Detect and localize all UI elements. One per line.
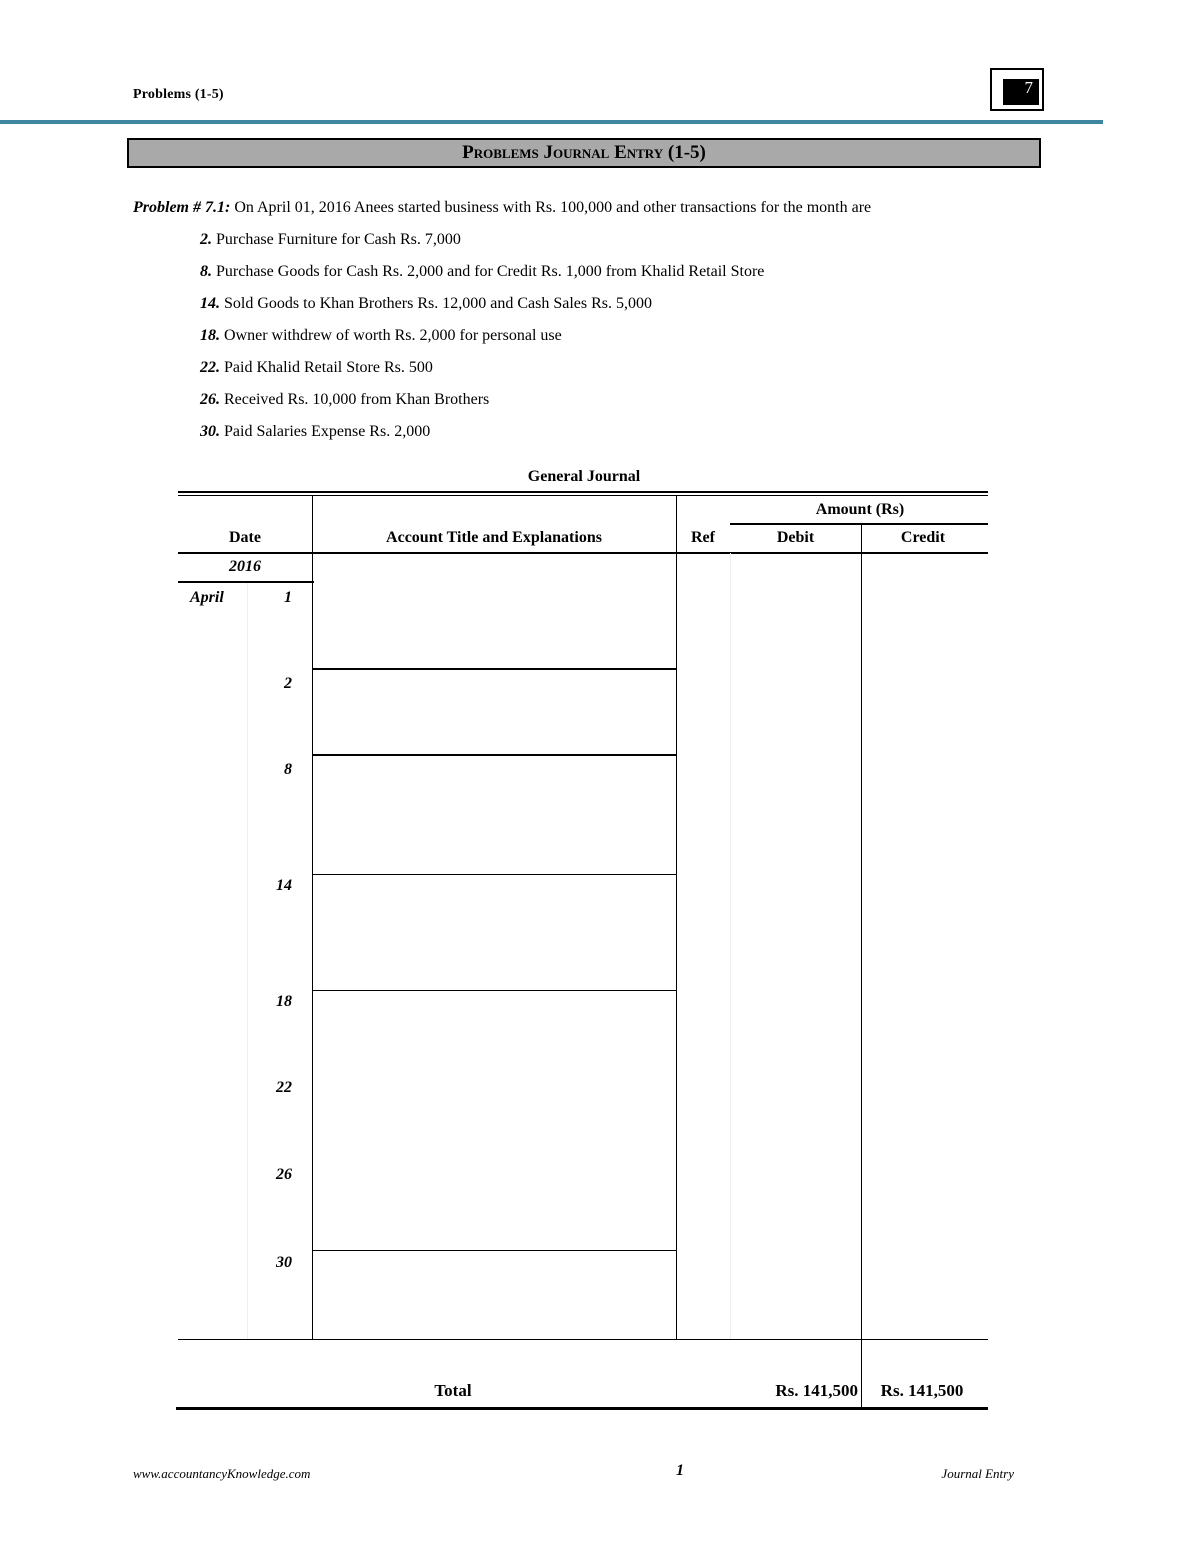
entry-separator bbox=[312, 754, 676, 756]
transaction-day: 2. bbox=[200, 231, 212, 248]
transaction-list bbox=[200, 229, 764, 453]
chapter-number: 7 bbox=[1003, 79, 1039, 105]
chapter-number-box bbox=[990, 68, 1044, 111]
header-debit: Debit bbox=[776, 529, 815, 546]
entry-separator bbox=[312, 990, 676, 991]
transaction-day: 22. bbox=[200, 359, 220, 376]
problem-label: Problem # 7.1: bbox=[133, 199, 231, 216]
transaction-item bbox=[200, 421, 764, 453]
year-rule bbox=[178, 581, 314, 583]
day-col-border bbox=[247, 583, 248, 1340]
entry-date: 18 bbox=[276, 993, 292, 1010]
footer-page-number: 1 bbox=[676, 1462, 684, 1479]
transaction-item bbox=[200, 389, 764, 421]
table-bottom-rule bbox=[176, 1407, 988, 1410]
journal-title: General Journal bbox=[527, 468, 641, 485]
transaction-text: Sold Goods to Khan Brothers Rs. 12,000 and Cash Sales Rs. 5,000 bbox=[224, 295, 652, 312]
credit-col-border bbox=[861, 523, 862, 1408]
transaction-text: Owner withdrew of worth Rs. 2,000 for personal use bbox=[224, 327, 562, 344]
account-col-border bbox=[312, 495, 313, 1340]
journal-year: 2016 bbox=[229, 558, 261, 575]
transaction-day: 14. bbox=[200, 295, 220, 312]
transaction-item bbox=[200, 229, 764, 261]
transaction-day: 26. bbox=[200, 391, 220, 408]
transaction-day: 8. bbox=[200, 263, 212, 280]
header-date: Date bbox=[229, 529, 261, 546]
problem-statement bbox=[133, 199, 871, 217]
footer-website: www.accountancyKnowledge.com bbox=[133, 1466, 311, 1481]
transaction-day: 18. bbox=[200, 327, 220, 344]
total-label: Total bbox=[434, 1381, 472, 1400]
header-account: Account Title and Explanations bbox=[386, 529, 602, 546]
amount-rule bbox=[730, 523, 988, 525]
entry-date: 26 bbox=[276, 1166, 292, 1183]
transaction-text: Purchase Goods for Cash Rs. 2,000 and for Credit Rs. 1,000 from Khalid Retail Store bbox=[216, 263, 765, 280]
entry-date: 1 bbox=[284, 589, 292, 606]
entry-separator bbox=[312, 1250, 676, 1251]
entry-date: 22 bbox=[276, 1079, 292, 1096]
page-title: Problems Journal Entry (1-5) bbox=[127, 138, 1041, 168]
header-amount: Amount (Rs) bbox=[815, 501, 905, 518]
body-bottom-rule bbox=[178, 1339, 988, 1340]
transaction-item bbox=[200, 261, 764, 293]
header-bottom-rule bbox=[178, 552, 988, 554]
transaction-item bbox=[200, 325, 764, 357]
total-credit: Rs. 141,500 bbox=[880, 1381, 964, 1400]
transaction-text: Purchase Furniture for Cash Rs. 7,000 bbox=[216, 231, 461, 248]
header-credit: Credit bbox=[900, 529, 946, 546]
transaction-text: Paid Khalid Retail Store Rs. 500 bbox=[224, 359, 433, 376]
problem-intro-text: On April 01, 2016 Anees started business with Rs. 100,000 and other transactions for the month are bbox=[234, 199, 872, 216]
transaction-item bbox=[200, 293, 764, 325]
transaction-item bbox=[200, 357, 764, 389]
entry-date: 14 bbox=[276, 877, 292, 894]
table-top-rule bbox=[178, 495, 988, 496]
transaction-text: Received Rs. 10,000 from Khan Brothers bbox=[224, 391, 490, 408]
total-debit: Rs. 141,500 bbox=[775, 1381, 858, 1400]
transaction-day: 30. bbox=[200, 423, 220, 440]
journal-month: April bbox=[190, 589, 224, 606]
header-ref: Ref bbox=[691, 529, 715, 546]
entry-date: 8 bbox=[284, 761, 292, 778]
transaction-text: Paid Salaries Expense Rs. 2,000 bbox=[224, 423, 431, 440]
entry-date: 30 bbox=[276, 1254, 292, 1271]
debit-col-border bbox=[730, 553, 731, 1340]
running-head: Problems (1-5) bbox=[133, 87, 224, 102]
entry-separator bbox=[312, 668, 676, 670]
ref-col-border bbox=[676, 495, 677, 1340]
table-top-rule bbox=[178, 491, 988, 493]
header-rule bbox=[0, 120, 1103, 124]
entry-separator bbox=[312, 874, 676, 875]
entry-date: 2 bbox=[284, 675, 292, 692]
footer-topic: Journal Entry bbox=[941, 1466, 1014, 1481]
